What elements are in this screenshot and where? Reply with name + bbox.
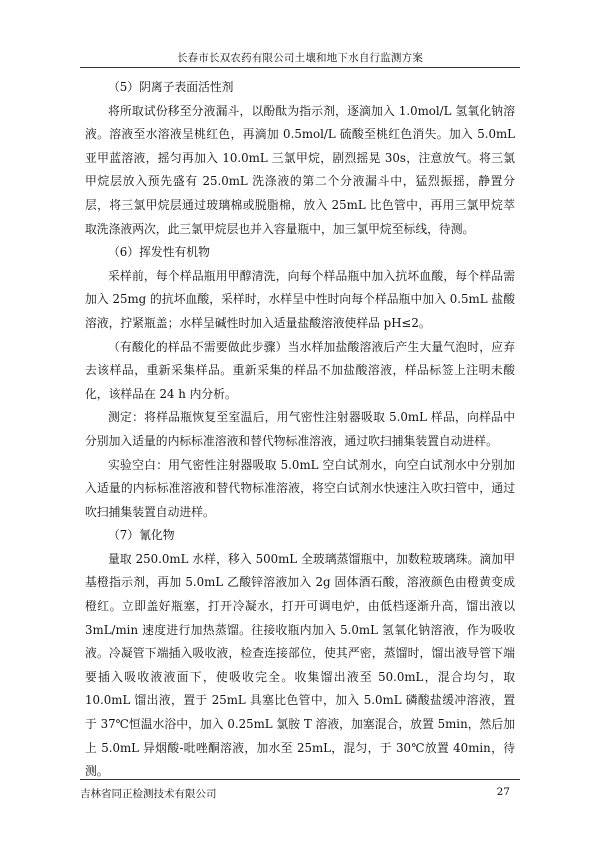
section-heading-anionic-surfactant: （5）阴离子表面活性剂: [108, 80, 234, 94]
paragraph-voc-acidification-note: （有酸化的样品不需要做此步骤）当水样加盐酸溶液后产生大量气泡时，应弃去该样品，重新采集样品。重新采集的样品不加盐酸溶液，样品标签上注明未酸化，该样品在 24 h 内分析。: [85, 339, 515, 401]
paragraph-cyanide-procedure: 量取 250.0mL 水样，移入 500mL 全玻璃蒸馏瓶中，加数粒玻璃珠。滴加甲基橙指示剂，再加 5.0mL 乙酸锌溶液加入 2g 固体酒石酸，溶液颜色由橙黄变成橙红。立即盖好瓶塞，打开冷凝水，打开可调电炉，由低档逐渐升高，馏出液以 3mL/min 速度进行加热蒸馏。往接收瓶内加入 5.0mL 氢氧化钠溶液，作为吸收液。冷凝管下端插入吸收液，检查连接部位，使其严密，蒸馏时，馏出液导管下端要插入吸收液液面下，使吸收完全。收集馏出液至 50.0mL，混合均匀，取 10.0mL 馏出液，置于 25mL 具塞比色管中，加入 5.0mL 磷酸盐缓冲溶液，置于 37℃恒温水浴中，加入 0.25mL 氯胺 T 溶液，加塞混合，放置 5min，然后加上 5.0mL 异烟酸-吡唑酮溶液，加水至 25mL，混匀，于 30℃放置 40min，待测。: [85, 551, 515, 779]
section-heading-voc: （6）挥发性有机物: [108, 245, 210, 260]
paragraph-voc-measurement: 测定：将样品瓶恢复至室温后，用气密性注射器吸取 5.0mL 样品，向样品中分别加入适量的内标标准溶液和替代物标准溶液，通过吹扫捕集装置自动进样。: [85, 410, 515, 448]
paragraph-voc-blank: 实验空白：用气密性注射器吸取 5.0mL 空白试剂水，向空白试剂水中分别加入适量的内标标准溶液和替代物标准溶液，将空白试剂水快速注入吹扫管中，通过吹扫捕集装置自动进样。: [85, 457, 515, 519]
footer-company: 吉林省同正检测技术有限公司: [80, 788, 217, 800]
page-header-title: 长春市长双农药有限公司土壤和地下水自行监测方案: [176, 52, 424, 64]
paragraph-voc-sampling: 采样前，每个样品瓶用甲醇清洗，向每个样品瓶中加入抗坏血酸，每个样品需加入 25mg 的抗坏血酸，采样时，水样呈中性时向每个样品瓶中加入 0.5mL 盐酸溶液，拧紧瓶盖；水样呈碱性时加入适量盐酸溶液使样品 pH≤2。: [85, 268, 515, 330]
page-number: 27: [496, 786, 510, 798]
section-heading-cyanide: （7）氰化物: [108, 528, 175, 543]
header-divider: [80, 67, 520, 68]
paragraph-anionic-surfactant-procedure: 将所取试份移至分液漏斗，以酚酞为指示剂，逐滴加入 1.0mol/L 氢氧化钠溶液。溶液至水溶液呈桃红色，再滴加 0.5mol/L 硫酸至桃红色消失。加入 5.0mL 亚甲蓝溶液，摇匀再加入 10.0mL 三氯甲烷，剧烈摇晃 30s，注意放气。将三氯甲烷层放入预先盛有 25.0mL 洗涤液的第二个分液漏斗中，猛烈振摇，静置分层，将三氯甲烷层通过玻璃棉或脱脂棉，放入 25mL 比色管中，再用三氯甲烷萃取洗涤液两次，此三氯甲烷层也并入容量瓶中，加三氯甲烷至标线，待测。: [85, 103, 515, 236]
footer-divider: [80, 779, 520, 780]
document-body: [85, 76, 515, 784]
